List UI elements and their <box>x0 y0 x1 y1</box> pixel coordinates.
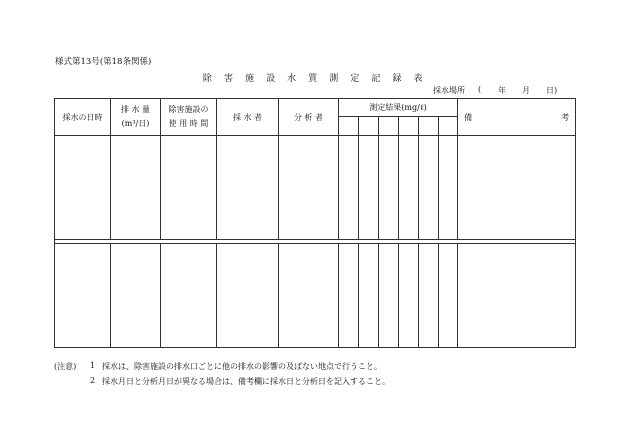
header-discharge-line1: 排 水 量 <box>120 105 151 114</box>
cell-result-3[interactable] <box>379 136 399 240</box>
result-subcol-5 <box>419 117 439 136</box>
header-remarks-char1: 備 <box>464 112 473 122</box>
cell-analyst[interactable] <box>279 136 339 240</box>
cell-remarks[interactable] <box>458 244 576 348</box>
cell-discharge-volume[interactable] <box>111 136 161 240</box>
result-subcol-2 <box>359 117 379 136</box>
header-usage-line1: 除害施設の <box>168 105 209 114</box>
cell-sampling-datetime[interactable] <box>55 244 111 348</box>
cell-result-2[interactable] <box>359 136 379 240</box>
header-measurement-results: 測定結果(mg/ℓ) <box>339 99 458 117</box>
header-usage-line2: 使 用 時 間 <box>168 119 209 128</box>
date-year-label: 年 <box>498 86 506 95</box>
header-sampling-datetime: 採水の日時 <box>55 99 111 136</box>
cell-result-5[interactable] <box>419 244 439 348</box>
table-row <box>55 136 576 240</box>
header-sampler: 採 水 者 <box>217 99 279 136</box>
date-open-paren: ( <box>478 85 482 94</box>
header-analyst: 分 析 者 <box>279 99 339 136</box>
header-facility-usage-time <box>161 99 217 136</box>
table-row <box>55 244 576 348</box>
cell-usage-time[interactable] <box>161 136 217 240</box>
cell-usage-time[interactable] <box>161 244 217 348</box>
note-text: 採水月日と分析月日が異なる場合は、備考欄に採水日と分析日を記入すること。 <box>102 377 390 386</box>
cell-sampler[interactable] <box>217 244 279 348</box>
note-text: 採水は、除害施設の排水口ごとに他の排水の影響の及ばない地点で行うこと。 <box>102 362 382 371</box>
note-number: 2 <box>90 376 96 385</box>
cell-analyst[interactable] <box>279 244 339 348</box>
cell-result-1[interactable] <box>339 244 359 348</box>
result-subcol-1 <box>339 117 359 136</box>
cell-sampler[interactable] <box>217 136 279 240</box>
cell-sampling-datetime[interactable] <box>55 136 111 240</box>
result-subcol-3 <box>379 117 399 136</box>
cell-remarks[interactable] <box>458 136 576 240</box>
result-subcol-6 <box>439 117 458 136</box>
document-title: 除 害 施 設 水 質 測 定 記 録 表 <box>202 74 428 84</box>
header-discharge-volume <box>111 99 161 136</box>
note-number: 1 <box>90 361 96 370</box>
cell-result-3[interactable] <box>379 244 399 348</box>
result-subcol-4 <box>399 117 419 136</box>
cell-result-1[interactable] <box>339 136 359 240</box>
header-remarks <box>458 99 576 136</box>
cell-result-6[interactable] <box>439 244 458 348</box>
cell-result-2[interactable] <box>359 244 379 348</box>
notes-label: (注意) <box>54 362 77 371</box>
header-remarks-char2: 考 <box>561 112 570 122</box>
sampling-place-label: 採水場所 <box>433 86 465 95</box>
cell-result-4[interactable] <box>399 136 419 240</box>
cell-result-6[interactable] <box>439 136 458 240</box>
form-number: 様式第13号(第18条関係) <box>55 57 152 67</box>
cell-discharge-volume[interactable] <box>111 244 161 348</box>
date-month-label: 月 <box>522 86 530 95</box>
record-table <box>54 98 576 348</box>
cell-result-4[interactable] <box>399 244 419 348</box>
date-day-label: 日) <box>546 86 558 95</box>
cell-result-5[interactable] <box>419 136 439 240</box>
header-discharge-line2: (m³/日) <box>121 119 150 128</box>
